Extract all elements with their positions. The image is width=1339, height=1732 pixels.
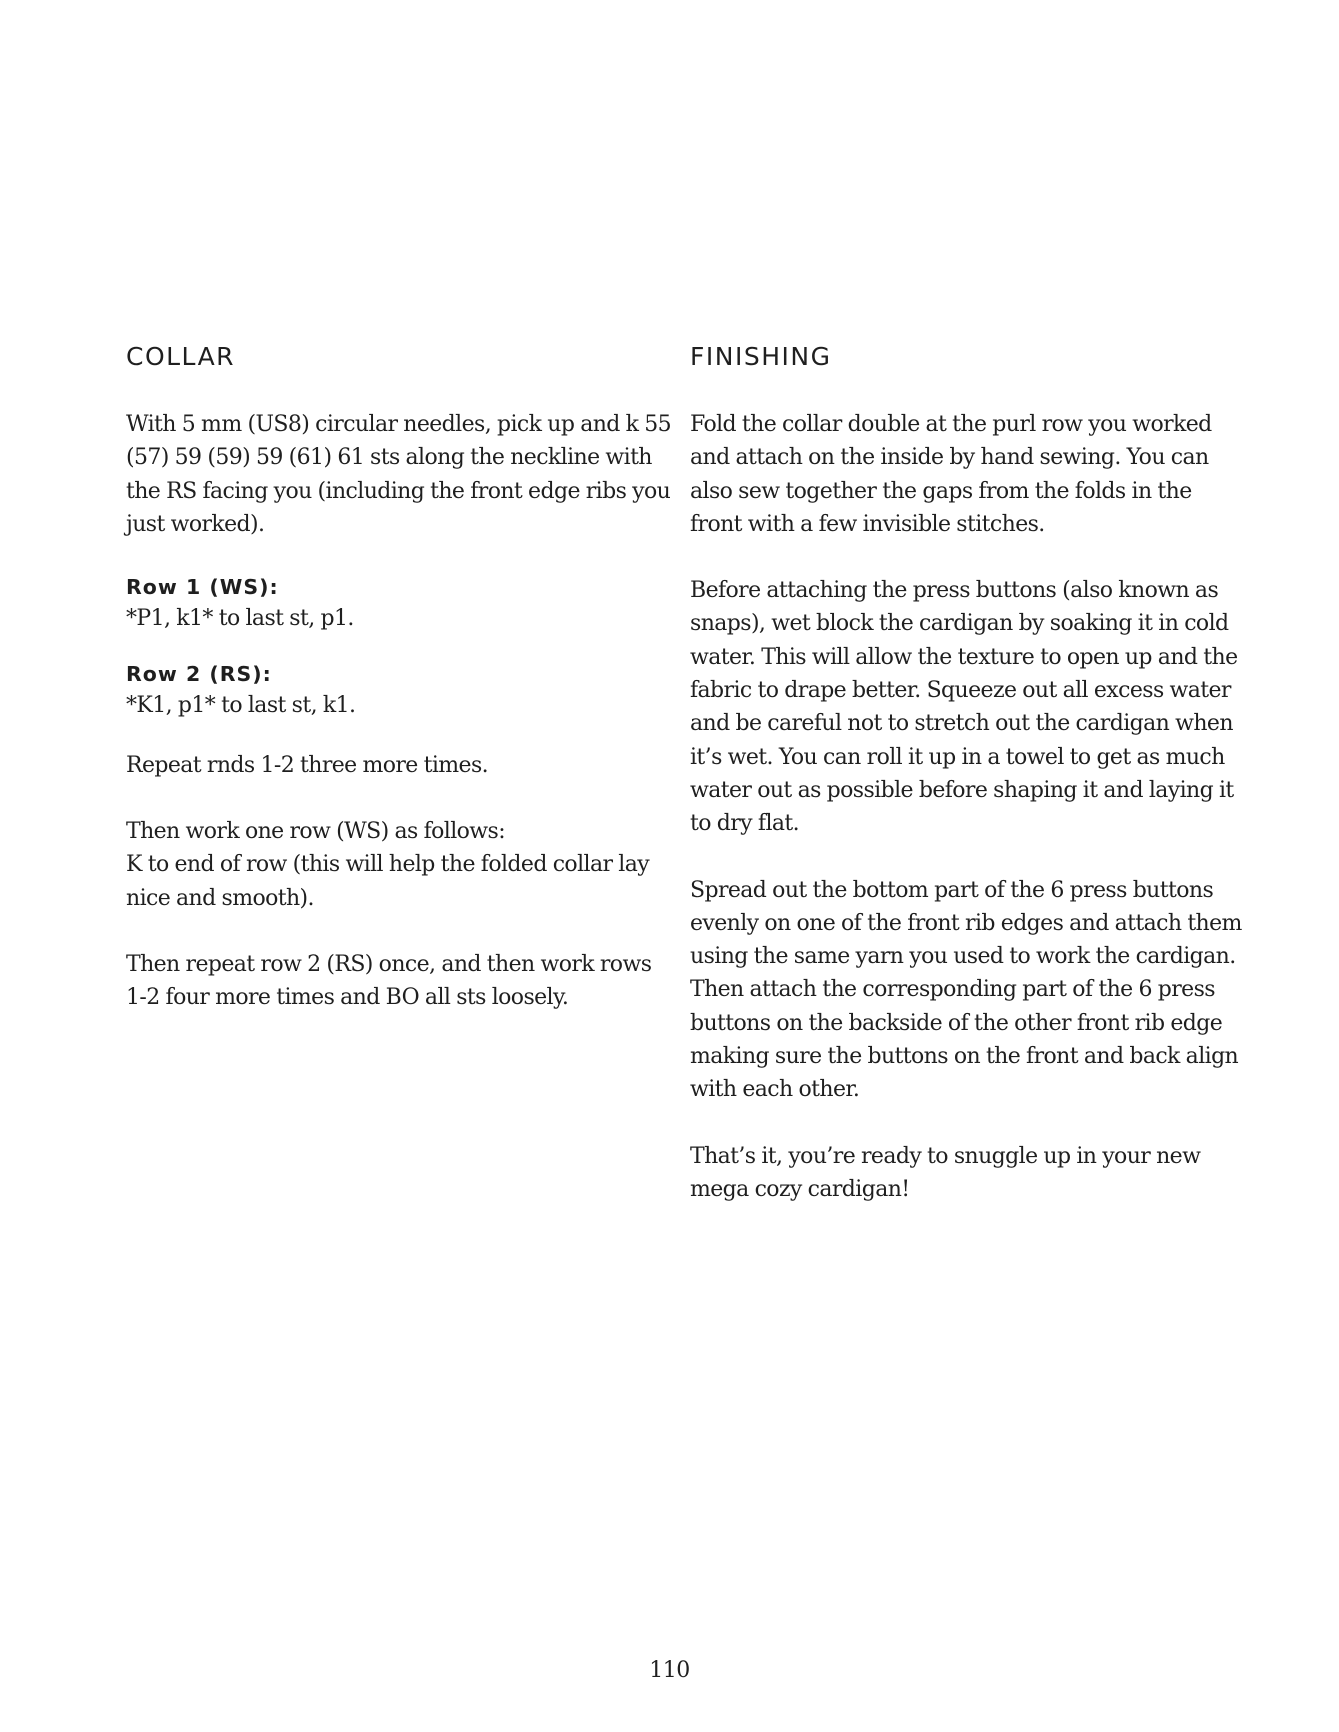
row-2-instruction <box>126 659 666 722</box>
then-work-paragraph <box>126 815 666 915</box>
page-number: 110 <box>649 1658 690 1683</box>
text-line: With 5 mm (US8) circular needles, pick up and k 55 <box>126 412 672 437</box>
row-2-label: Row 2 (RS): <box>126 662 272 687</box>
row-1-instruction <box>126 572 666 635</box>
text-line: nice and smooth). <box>126 885 314 911</box>
text-line: it’s wet. You can roll it up in a towel to get as much <box>690 744 1225 770</box>
text-line: making sure the buttons on the front and back align <box>690 1044 1239 1070</box>
text-line: K to end of row (this will help the folded collar lay <box>126 852 650 878</box>
row-1-text: *P1, k1* to last st, p1. <box>126 606 354 632</box>
text-line: Repeat rnds 1-2 three more times. <box>126 752 489 778</box>
text-line: front with a few invisible stitches. <box>690 511 1045 537</box>
text-line: mega cozy cardigan! <box>690 1176 910 1202</box>
text-line: the RS facing you (including the front edge ribs you <box>126 478 671 504</box>
finishing-paragraph-1 <box>690 408 1225 541</box>
text-line: (57) 59 (59) 59 (61) 61 sts along the neckline with <box>126 445 652 471</box>
text-line: That’s it, you’re ready to snuggle up in your new <box>690 1143 1201 1169</box>
finishing-paragraph-3 <box>690 874 1242 1107</box>
text-line: water. This will allow the texture to open up and the <box>690 644 1238 670</box>
text-line: and be careful not to stretch out the cardigan when <box>690 711 1233 737</box>
row-2-text: *K1, p1* to last st, k1. <box>126 693 356 719</box>
text-line: to dry flat. <box>690 811 800 837</box>
finishing-paragraph-2 <box>690 574 1238 840</box>
text-line: and attach on the inside by hand sewing. You can <box>690 445 1209 471</box>
text-line: fabric to drape better. Squeeze out all excess water <box>690 678 1231 704</box>
text-line: snaps), wet block the cardigan by soaking it in cold <box>690 611 1229 637</box>
text-line: Fold the collar double at the purl row you worked <box>690 412 1212 437</box>
finishing-paragraph-4 <box>690 1140 1225 1207</box>
text-line: Spread out the bottom part of the 6 press buttons <box>690 877 1214 903</box>
repeat-paragraph <box>126 749 666 782</box>
text-line: Before attaching the press buttons (also known as <box>690 578 1219 604</box>
collar-section <box>126 340 672 1048</box>
text-line: Then repeat row 2 (RS) once, and then work rows <box>126 951 652 977</box>
text-line: water out as possible before shaping it and laying it <box>690 777 1234 803</box>
text-line: buttons on the backside of the other front rib edge <box>690 1010 1223 1036</box>
text-line: evenly on one of the front rib edges and attach them <box>690 910 1242 936</box>
collar-heading: COLLAR <box>126 342 236 371</box>
text-line: 1-2 four more times and BO all sts loosely. <box>126 985 569 1011</box>
text-line: just worked). <box>126 511 265 537</box>
finishing-section <box>690 340 1242 1239</box>
text-line: Then attach the corresponding part of the 6 press <box>690 977 1215 1003</box>
collar-intro-paragraph <box>126 408 672 541</box>
text-line: with each other. <box>690 1077 860 1103</box>
text-line: Then work one row (WS) as follows: <box>126 819 506 845</box>
then-repeat-paragraph <box>126 948 666 1015</box>
finishing-heading: FINISHING <box>690 342 832 371</box>
text-line: using the same yarn you used to work the cardigan. <box>690 944 1236 970</box>
row-1-label: Row 1 (WS): <box>126 575 279 600</box>
text-line: also sew together the gaps from the folds in the <box>690 478 1192 504</box>
